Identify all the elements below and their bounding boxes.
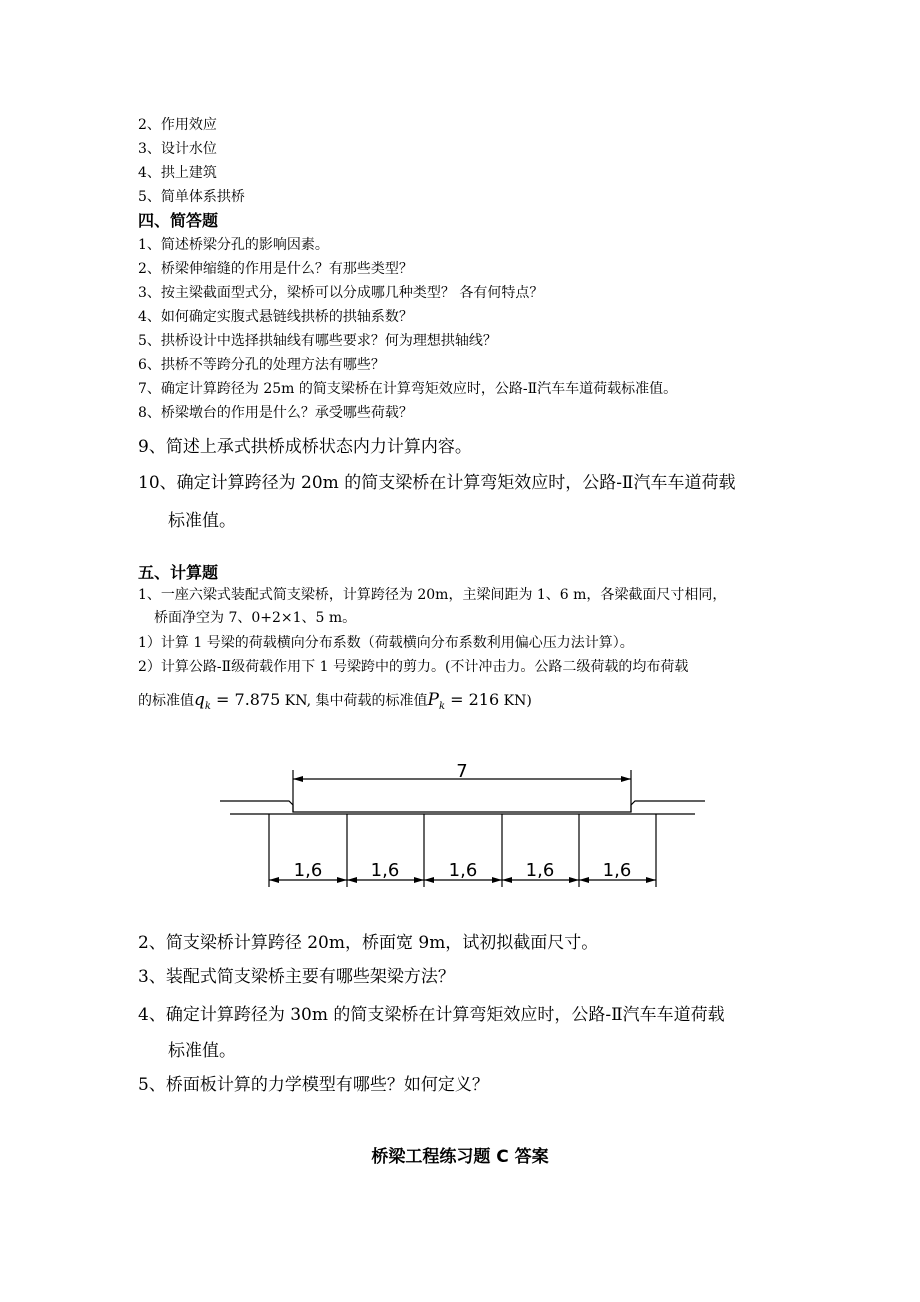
section-heading-calculation: 五、计算题 — [138, 563, 219, 582]
pk-value: = 216 — [445, 690, 500, 709]
list-item: 4、拱上建筑 — [138, 165, 217, 181]
dim-label-spacing: 1,6 — [370, 860, 400, 881]
question-item: 4、如何确定实腹式悬链线拱桥的拱轴系数？ — [138, 309, 413, 325]
question-item-continuation: 标准值。 — [168, 1041, 236, 1061]
question-item: 5、拱桥设计中选择拱轴线有哪些要求？何为理想拱轴线？ — [138, 333, 497, 349]
sub-question: 2）计算公路-Ⅱ级荷载作用下 1 号梁跨中的剪力。(不计冲击力。公路二级荷载的均布荷载 — [138, 659, 689, 675]
qk-symbol: q — [194, 690, 205, 710]
list-item: 5、简单体系拱桥 — [138, 189, 245, 205]
question-item: 9、简述上承式拱桥成桥状态内力计算内容。 — [138, 437, 472, 457]
list-item: 2、作用效应 — [138, 117, 217, 133]
section-heading-short-answer: 四、简答题 — [138, 211, 219, 230]
question-item: 4、确定计算跨径为 30m 的简支梁桥在计算弯矩效应时，公路-Ⅱ汽车车道荷载 — [138, 1005, 725, 1025]
pk-subscript: k — [438, 700, 446, 712]
question-item: 6、拱桥不等跨分孔的处理方法有哪些？ — [138, 357, 385, 373]
dim-label-spacing: 1,6 — [525, 860, 555, 881]
question-item: 2、简支梁桥计算跨径 20m，桥面宽 9m，试初拟截面尺寸。 — [138, 933, 599, 953]
dim-label-spacing: 1,6 — [448, 860, 478, 881]
dim-label-deck-width: 7 — [456, 761, 468, 782]
question-item: 5、桥面板计算的力学模型有哪些？如何定义？ — [138, 1075, 489, 1095]
question-item-continuation: 桥面净空为 7、0+2×1、5 m。 — [154, 610, 357, 626]
qk-subscript: k — [204, 700, 211, 712]
question-item: 1、一座六梁式装配式简支梁桥，计算跨径为 20m，主梁间距为 1、6 m，各梁截面尺寸相同， — [138, 587, 727, 603]
question-item: 8、桥梁墩台的作用是什么？承受哪些荷载？ — [138, 405, 413, 421]
answer-title: 桥梁工程练习题 C 答案 — [371, 1147, 549, 1167]
question-item: 1、简述桥梁分孔的影响因素。 — [138, 237, 329, 253]
qk-unit: KN, 集中荷载的标准值 — [280, 693, 428, 709]
question-item-continuation: 标准值。 — [168, 511, 236, 531]
question-item: 7、确定计算跨径为 25m 的简支梁桥在计算弯矩效应时，公路-Ⅱ汽车车道荷载标准值。 — [138, 381, 678, 397]
list-item: 3、设计水位 — [138, 141, 217, 157]
dim-label-spacing: 1,6 — [293, 860, 323, 881]
formula-prefix: 的标准值 — [138, 693, 194, 709]
question-item: 3、按主梁截面型式分，梁桥可以分成哪几种类型？ 各有何特点？ — [138, 285, 544, 301]
sub-question: 1）计算 1 号梁的荷载横向分布系数（荷载横向分布系数利用偏心压力法计算）。 — [138, 635, 634, 651]
dim-label-spacing: 1,6 — [602, 860, 632, 881]
question-item: 3、装配式简支梁桥主要有哪些架梁方法？ — [138, 967, 455, 987]
pk-symbol: P — [427, 690, 439, 710]
qk-value: = 7.875 — [210, 690, 281, 709]
question-item: 2、桥梁伸缩缝的作用是什么？有那些类型？ — [138, 261, 413, 277]
pk-unit: KN) — [499, 693, 532, 709]
question-item: 10、确定计算跨径为 20m 的简支梁桥在计算弯矩效应时，公路-Ⅱ汽车车道荷载 — [138, 473, 736, 493]
